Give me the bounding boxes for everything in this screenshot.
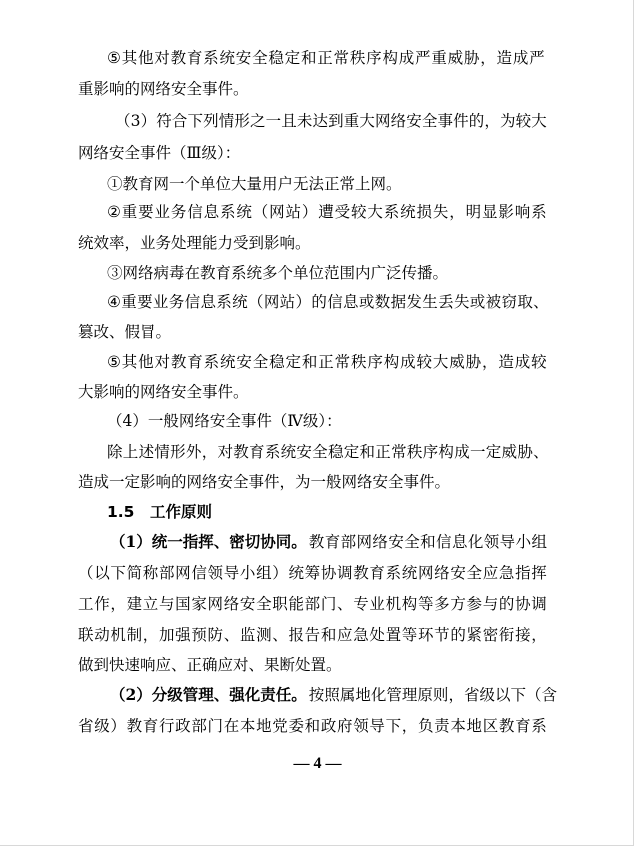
text-line: 除 上 述 情 形 外 ， 对 教 育 系 统 安 全 稳 定 和 正 常 秩 序 构 成 一 定 威 胁 、 bbox=[107, 443, 549, 461]
principle-1-title: （1）统一指挥、密切协同。 bbox=[110, 532, 307, 551]
text-line: 篡改、假冒。 bbox=[78, 323, 172, 341]
text-line: ③网络病毒在教育系统多个单位范围内广泛传播。 bbox=[107, 264, 449, 282]
page-number: — 4 — bbox=[293, 755, 342, 772]
text-line: 网络安全事件（Ⅲ级）： bbox=[78, 144, 241, 162]
text-line: 大影响的网络安全事件。 bbox=[78, 383, 249, 401]
text-line: 造成一定影响的网络安全事件，为一般网络安全事件。 bbox=[78, 473, 451, 491]
text-line: ⑤ 其 他 对 教 育 系 统 安 全 稳 定 和 正 常 秩 序 构 成 较 大 威 胁 ， 造 成 较 bbox=[107, 353, 547, 371]
section-heading: 1.5 工作原则 bbox=[107, 503, 212, 521]
text-line: ①教育网一个单位大量用户无法正常上网。 bbox=[107, 175, 402, 193]
text-line: 工 作 ， 建 立 与 国 家 网 络 安 全 职 能 部 门 、 专 业 机 构 等 多 方 参 与 的 协 调 bbox=[78, 595, 547, 613]
text-line: ② 重 要 业 务 信 息 系 统 （ 网 站 ） 遭 受 较 大 系 统 损 失 ， 明 显 影 响 系 bbox=[107, 203, 547, 221]
principle-1-text: 教 育 部 网 络 安 全 和 信 息 化 领 导 小 组 bbox=[308, 533, 547, 551]
text-line: （ 以 下 简 称 部 网 信 领 导 小 组 ） 统 筹 协 调 教 育 系 统 网 络 安 全 应 急 指 挥 bbox=[78, 564, 547, 582]
principle-2-title: （2）分级管理、强化责任。 bbox=[110, 685, 307, 704]
text-line: ④ 重 要 业 务 信 息 系 统 （ 网 站 ） 的 信 息 或 数 据 发 生 丢 失 或 被 窃 取 、 bbox=[107, 293, 549, 311]
principle-2-first-line bbox=[110, 685, 558, 705]
text-line: 做到快速响应、正确应对、果断处置。 bbox=[78, 656, 342, 674]
text-line: 联 动 机 制 ， 加 强 预 防 、 监 测 、 报 告 和 应 急 处 置 等 环 节 的 紧 密 衔 接 ， bbox=[78, 626, 547, 644]
principle-2-text: 按 照 属 地 化 管 理 原 则 ， 省 级 以 下 （ 含 bbox=[308, 686, 558, 704]
text-line: （ 3 ） 符 合 下 列 情 形 之 一 且 未 达 到 重 大 网 络 安 全 事 件 的 ， 为 较 大 bbox=[115, 112, 547, 130]
text-line: 省 级 ） 教 育 行 政 部 门 在 本 地 党 委 和 政 府 领 导 下 ， 负 责 本 地 区 教 育 系 bbox=[78, 717, 547, 735]
principle-1-first-line bbox=[110, 532, 547, 552]
text-line: ⑤ 其 他 对 教 育 系 统 安 全 稳 定 和 正 常 秩 序 构 成 严 重 威 胁 ， 造 成 严 bbox=[107, 49, 545, 67]
text-line: （4）一般网络安全事件（Ⅳ级）： bbox=[107, 412, 342, 430]
text-line: 重影响的网络安全事件。 bbox=[78, 80, 249, 98]
text-line: 统效率，业务处理能力受到影响。 bbox=[78, 234, 311, 252]
